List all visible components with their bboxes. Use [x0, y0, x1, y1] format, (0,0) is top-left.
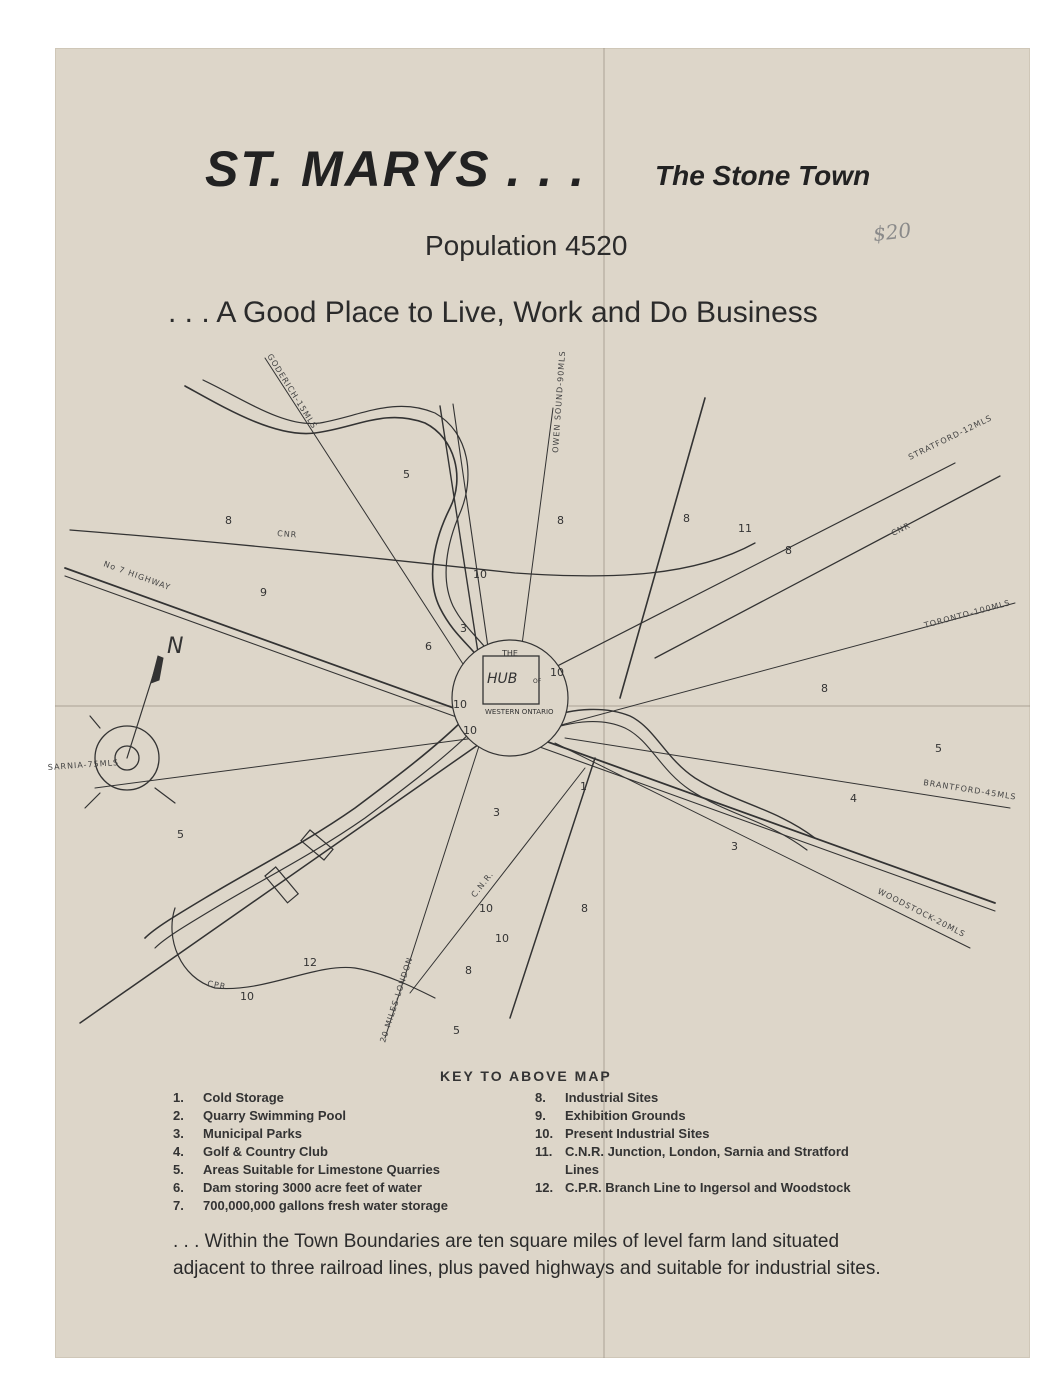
- key-number: 8.: [535, 1090, 546, 1105]
- map-key-left-column: [173, 1089, 448, 1215]
- area-number: 10: [473, 568, 487, 581]
- area-number: 6: [425, 640, 432, 653]
- area-number: 8: [821, 682, 828, 695]
- area-number: 8: [557, 514, 564, 527]
- area-number: 4: [850, 792, 857, 805]
- key-text: 700,000,000 gallons fresh water storage: [203, 1198, 448, 1213]
- toronto-road-label: TORONTO-100MLS: [923, 598, 1012, 630]
- town-map: [47, 338, 1030, 1108]
- key-text: Industrial Sites: [565, 1090, 659, 1105]
- key-text: Golf & Country Club: [203, 1144, 328, 1159]
- flyer-page: [47, 48, 1030, 1358]
- area-number: 10: [495, 932, 509, 945]
- stratford-road-label: STRATFORD-12MLS: [906, 413, 994, 462]
- east-river: [545, 709, 815, 838]
- page-title: ST. MARYS . . .: [205, 141, 586, 197]
- area-number: 8: [225, 514, 232, 527]
- compass-arrow: [151, 656, 163, 683]
- key-number: 4.: [173, 1144, 184, 1159]
- area-number: 3: [731, 840, 738, 853]
- key-item: [173, 1107, 448, 1125]
- key-number: 10.: [535, 1126, 554, 1141]
- area-number: 10: [550, 666, 564, 679]
- woodstock-road-label: WOODSTOCK-20MLS: [876, 886, 967, 940]
- hub-main-label: HUB: [487, 671, 518, 687]
- key-item: [173, 1161, 448, 1179]
- area-number: 8: [581, 902, 588, 915]
- key-item: [535, 1125, 865, 1143]
- woodstock-road: [555, 743, 970, 948]
- key-text: Quarry Swimming Pool: [203, 1108, 347, 1123]
- key-text: C.P.R. Branch Line to Ingersol and Woodstock: [565, 1180, 851, 1195]
- tagline: . . . A Good Place to Live, Work and Do Business: [168, 296, 818, 329]
- map-key-right-column: [535, 1089, 865, 1197]
- south-double-line: [510, 758, 595, 1018]
- key-number: 2.: [173, 1108, 184, 1123]
- key-text: Municipal Parks: [203, 1126, 302, 1141]
- sarnia-road-label: SARNIA-75MLS: [47, 758, 120, 772]
- hub-sub-label: WESTERN ONTARIO: [485, 708, 554, 716]
- sw-line: [80, 733, 495, 1023]
- footer-paragraph: . . . Within the Town Boundaries are ten square miles of level farm land situated adjacent to three railroad lines, plus paved highways and suitable for industrial sites.: [173, 1231, 881, 1279]
- key-text: Present Industrial Sites: [565, 1126, 710, 1141]
- key-number: 1.: [173, 1090, 184, 1105]
- key-item: [535, 1179, 865, 1197]
- cnr-top-label: CNR: [276, 529, 298, 540]
- compass-n-label: N: [167, 634, 184, 659]
- area-number: 3: [493, 806, 500, 819]
- area-number: 8: [465, 964, 472, 977]
- key-text: Dam storing 3000 acre feet of water: [203, 1180, 422, 1195]
- key-text: Exhibition Grounds: [565, 1108, 686, 1123]
- area-number: 10: [453, 698, 467, 711]
- key-item: [173, 1143, 448, 1161]
- key-text: Areas Suitable for Limestone Quarries: [203, 1162, 440, 1177]
- key-item: [535, 1089, 865, 1107]
- brantford-road-label: BRANTFORD-45MLS: [922, 778, 1018, 802]
- cnr-ne-line: [655, 476, 1000, 658]
- area-number: 5: [403, 468, 410, 481]
- cnr-west-line: [70, 530, 755, 576]
- key-item: [535, 1107, 865, 1125]
- area-number: 5: [453, 1024, 460, 1037]
- key-item: [535, 1143, 865, 1179]
- area-number: 5: [177, 828, 184, 841]
- population-text: Population 4520: [425, 230, 628, 261]
- key-item: [173, 1089, 448, 1107]
- goderich-road-label: GODERICH-15MLS: [265, 352, 319, 431]
- key-number: 7.: [173, 1198, 184, 1213]
- key-item: [173, 1197, 448, 1215]
- map-key-title: KEY TO ABOVE MAP: [440, 1068, 612, 1084]
- owen-sound-road-label: OWEN SOUND-90MLS: [551, 350, 568, 454]
- key-item: [173, 1179, 448, 1197]
- sarnia-road: [95, 738, 475, 788]
- north-line: [620, 398, 705, 698]
- cnr-south-label: C.N.R.: [469, 869, 496, 900]
- key-text: Cold Storage: [203, 1090, 284, 1105]
- area-number: 9: [260, 586, 267, 599]
- cnr-south-line: [410, 768, 585, 993]
- area-number: 10: [240, 990, 254, 1003]
- area-number: 8: [683, 512, 690, 525]
- key-number: 11.: [535, 1144, 553, 1159]
- key-number: 6.: [173, 1180, 184, 1195]
- area-number: 8: [785, 544, 792, 557]
- area-number: 11: [738, 522, 752, 535]
- area-number: 5: [935, 742, 942, 755]
- key-item: [173, 1125, 448, 1143]
- river-path: [145, 386, 489, 938]
- key-number: 3.: [173, 1126, 184, 1141]
- compass-rose: [85, 663, 175, 808]
- cpr-label: CPR: [206, 979, 227, 992]
- area-number: 3: [460, 622, 467, 635]
- area-number: 10: [479, 902, 493, 915]
- area-number: 10: [463, 724, 477, 737]
- area-number: 12: [303, 956, 317, 969]
- hub-top-label: THE: [502, 649, 518, 658]
- area-number: 1: [580, 780, 587, 793]
- river-bank: [155, 380, 500, 948]
- key-text: C.N.R. Junction, London, Sarnia and Stratford Lines: [565, 1144, 849, 1177]
- key-number: 12.: [535, 1180, 554, 1195]
- cnr-ne-label: CNR: [889, 520, 912, 538]
- key-number: 5.: [173, 1162, 184, 1177]
- hub-of-label: OF: [533, 678, 542, 685]
- highway-label: No 7 HIGHWAY: [102, 559, 172, 593]
- quarry-pool: [265, 867, 298, 903]
- page-subtitle: The Stone Town: [655, 160, 871, 191]
- handwritten-price-note: $20: [871, 218, 913, 246]
- london-road-label: 20 MILES-LONDON: [378, 955, 415, 1044]
- key-number: 9.: [535, 1108, 546, 1123]
